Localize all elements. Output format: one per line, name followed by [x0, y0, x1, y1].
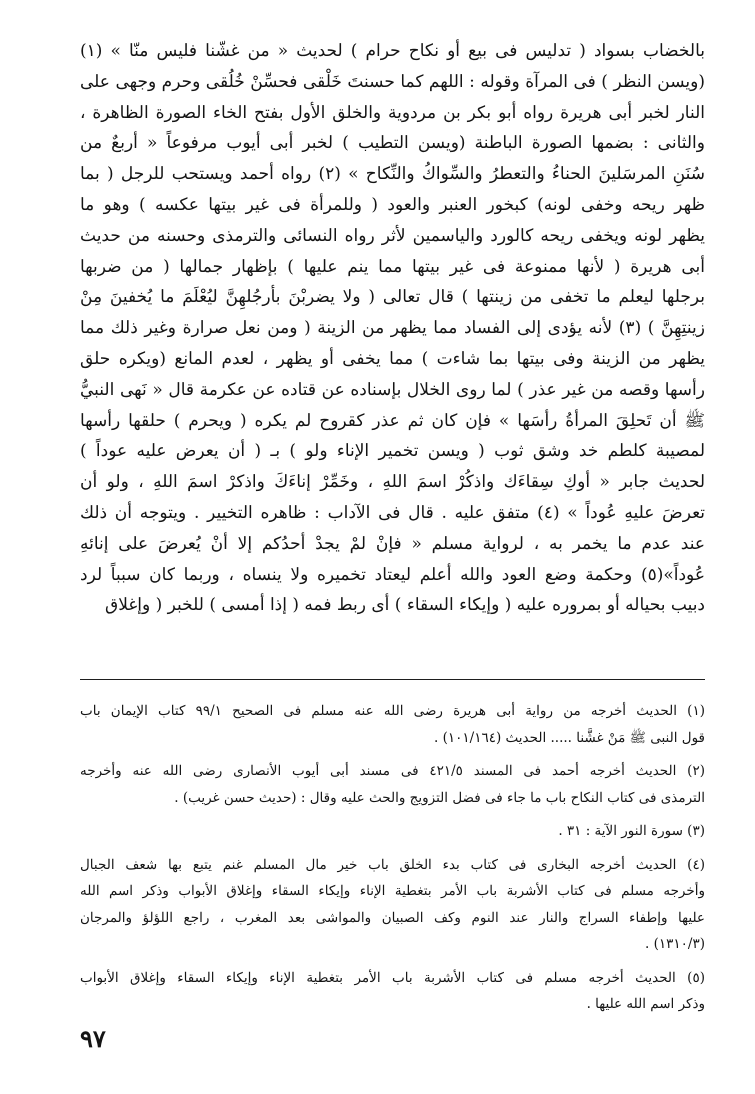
footnote-line: وأخرجه مسلم فى كتاب الأشربة باب الأمر بتغطية الإناء وإيكاء السقاء وإغلاق الأبواب وذكر اسم الله: [80, 883, 705, 899]
footnote-line: (٤) الحديث أخرجه البخارى فى كتاب بدء الخلق باب خير مال المسلم غنم يتبع بها شعف الجبال: [80, 856, 705, 873]
footnote-separator: [80, 679, 705, 680]
footnote-line: قول النبى ﷺ مَنْ غشَّنا ..... الحديث (١٠١/١٦٤) .: [434, 729, 705, 746]
text-line: عُوداً»(٥) وحكمة وضع العود والله أعلم ليعتاد تخميره ولا ينساه ، وربما كان سبباً لرد: [80, 564, 705, 585]
footnote-5: [80, 965, 705, 1018]
footnote-line: (١٣١٠/٣) .: [645, 936, 705, 952]
text-line: ظهر ريحه وخفى لونه) كبخور العنبر والعود ( وللمرأة فى غير بيتها عكسه ) وهو ما: [80, 194, 705, 215]
footnote-4: [80, 852, 705, 958]
footnote-line: (٥) الحديث أخرجه مسلم فى كتاب الأشربة باب الأمر بتغطية الإناء وإيكاء السقاء وإغلاق الأبواب: [80, 969, 705, 986]
text-line: دبيب بحياله أو بمروره عليه ( وإيكاء السقاء ) أى ربط فمه ( إذا أمسى ) للخبر ( وإغلاق: [105, 595, 705, 616]
footnote-line: الترمذى فى كتاب النكاح باب ما جاء فى فضل التزويج والحث عليه وقال : (حديث حسن غريب) .: [174, 789, 705, 806]
footnotes: [80, 698, 705, 1025]
text-line: تعرضَ عليهِ عُوداً » (٤) متفق عليه . قال فى الآداب : ظاهره التخيير . ويتوجه أن ذلك: [80, 502, 705, 523]
text-line: والثانى : بضمها الصورة الباطنة (ويسن التطيب ) لخبر أبى أيوب مرفوعاً « أربعٌ من: [80, 133, 705, 154]
footnote-line: (١) الحديث أخرجه من رواية أبى هريرة رضى الله عنه مسلم فى الصحيح ٩٩/١ كتاب الإيمان باب: [80, 703, 705, 719]
text-line: يظهر لونه ويخفى ريحه كالورد والياسمين لأثر رواه النسائى والترمذى وحسنه من حديث: [80, 225, 705, 246]
footnote-line: عليها وإطفاء السراج والنار عند النوم وكف الصبيان والمواشى بعد المغرب ، راجع اللؤلؤ والمرجان: [80, 909, 705, 926]
text-line: لحديث جابر « أوكِ سِقاءَك واذكُرْ اسمَ اللهِ ، وخَمِّرْ إناءَكَ واذكرْ اسمَ اللهِ ، ولو أن: [80, 472, 705, 493]
text-line: لمصيبة كلطم خد وشق ثوب ( ويسن تخمير الإناء ولو ) بـ ( أن يعرض عليه عوداً ): [80, 441, 705, 462]
text-line: (ويسن النظر ) فى المرآة وقوله : اللهم كما حسنتَ خَلْقى فحسِّنْ خُلُقى وحرم وجهى على: [80, 71, 705, 92]
footnote-1: [80, 698, 705, 751]
text-line: النار لخبر أبى هريرة رواه أبو بكر بن مردوية والخلق الأول بفتح الخاء الصورة الظاهرة ،: [80, 102, 705, 123]
text-line: أبى هريرة ( لأنها ممنوعة فى غير بيتها مما ينم عليها ) بإظهار جمالها ( من ضربها: [80, 256, 705, 277]
text-line: سُنَنِ المرسَلينَ الحناءُ والتعطرُ والسِّواكُ والنِّكاح » (٢) رواه أحمد ويستحب للرجل ( بما: [80, 164, 705, 185]
footnote-3: [80, 818, 705, 845]
page-number: ٩٧: [80, 1024, 106, 1053]
text-line: بالخضاب بسواد ( تدليس فى بيع أو نكاح حرام ) لحديث « من غشّنا فليس منّا » (١): [80, 41, 705, 61]
book-page: [80, 36, 705, 1066]
footnote-line: (٣) سورة النور الآية : ٣١ .: [558, 823, 705, 839]
main-text: [80, 36, 705, 621]
text-line: ﷺ أن تَحلِقَ المرأةُ رأسَها » فإن كان ثم عذر كقروح لم يكره ( ويحرم ) حلقها رأسها: [80, 410, 705, 431]
text-line: يظهر من الزينة وفى بيتها بما شاءت ) مما يخفى أو يظهر ، لعدم المانع (ويكره حلق: [80, 348, 705, 369]
text-line: رأسها وقصه من غير عذر ) لما روى الخلال بإسناده عن قتاده عن عكرمة قال « نَهى النبيُّ: [80, 379, 705, 400]
footnote-2: [80, 758, 705, 811]
text-line: زينتِهِنَّ ) (٣) لأنه يؤدى إلى الفساد مما يظهر من الزينة ( ومن نعل صرارة وغير ذلك مما: [80, 318, 705, 339]
footnote-line: وذكر اسم الله عليها .: [586, 996, 705, 1012]
text-line: برجلها ليعلم ما تخفى من زينتها ) قال تعالى ( ولا يضربْنَ بأرجُلهِنَّ ليُعْلَمَ ما يُخفينَ مِنْ: [80, 287, 705, 308]
footnote-line: (٢) الحديث أخرجه أحمد فى المسند ٤٢١/٥ فى مسند أبى أيوب الأنصارى رضى الله عنه وأخرجه: [80, 763, 705, 779]
text-line: عند عدم ما يخمر به ، لرواية مسلم « فإنْ لمْ يجدْ أحدُكم إلا أنْ يُعرضَ على إنائهِ: [80, 533, 705, 554]
